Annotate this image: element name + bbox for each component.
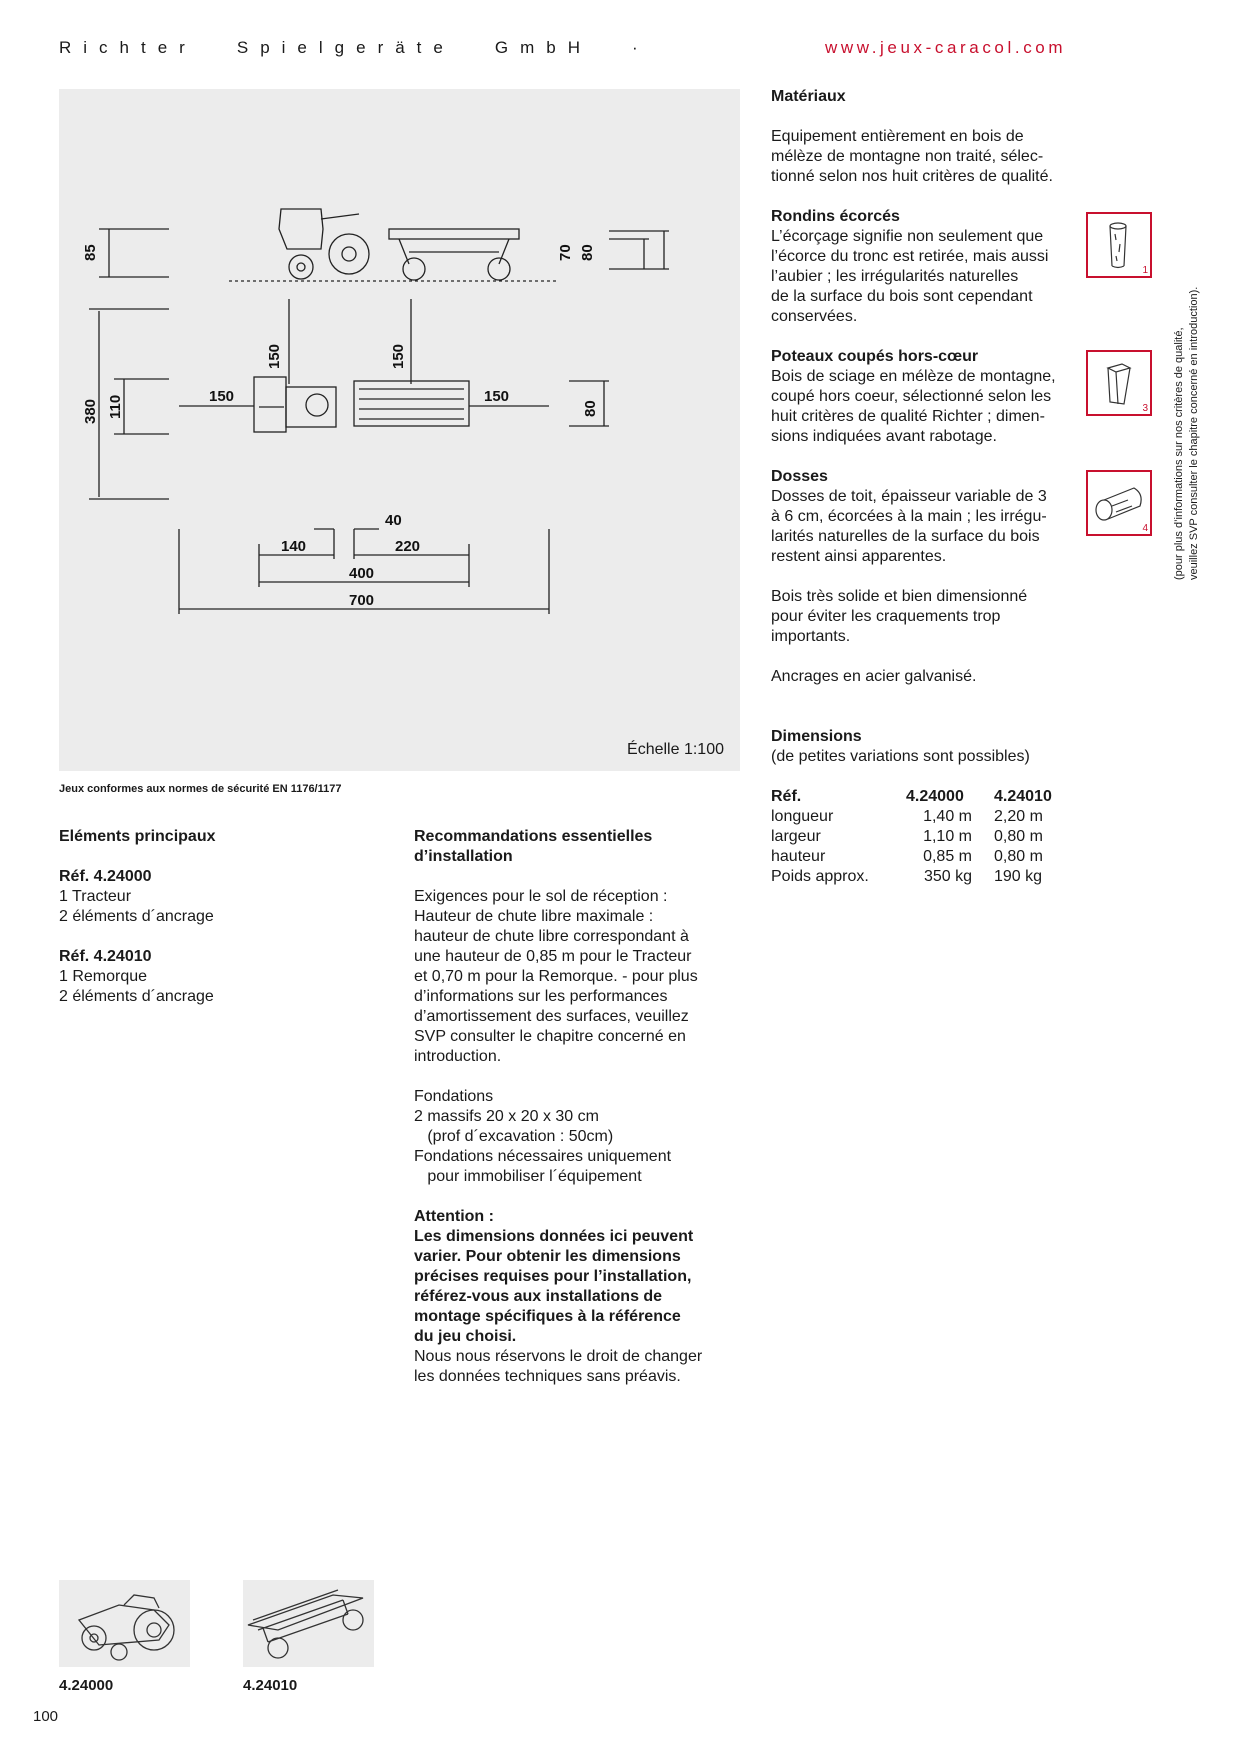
text-line: L’écorçage signifie non seulement que [771, 228, 1044, 245]
attention-line: Attention : [414, 1208, 494, 1225]
table-header [771, 787, 1052, 807]
text-line: et 0,70 m pour la Remorque. - pour plus [414, 968, 698, 985]
table-row [771, 827, 1052, 847]
table-cell: longueur [771, 808, 834, 825]
technical-drawing [59, 89, 740, 771]
table-cell: 0,80 m [994, 828, 1043, 845]
text-line: pour éviter les craquements trop [771, 608, 1001, 625]
text-line: l’aubier ; les irrégularités naturelles [771, 268, 1019, 285]
quality-criteria-note [1172, 230, 1212, 580]
text-line: Fondations [414, 1088, 494, 1105]
subsection-title: Dosses [771, 468, 828, 485]
attention-line: montage spécifiques à la référence [414, 1308, 681, 1325]
list-item: 2 éléments d´ancrage [59, 908, 214, 925]
text-line: Nous nous réservons le droit de changer [414, 1348, 703, 1365]
attention-line: du jeu choisi. [414, 1328, 517, 1345]
dimensions-table [771, 787, 1052, 887]
website-link[interactable]: www.jeux-caracol.com [825, 38, 1067, 57]
trailer-icon [243, 1580, 374, 1667]
text-line: larités naturelles de la surface du bois [771, 528, 1040, 545]
text-line: 2 massifs 20 x 20 x 30 cm [414, 1108, 599, 1125]
product-label: 4.24010 [243, 1677, 298, 1694]
text-line: importants. [771, 628, 851, 645]
text-line: Exigences pour le sol de réception : [414, 888, 668, 905]
tractor-icon [59, 1580, 190, 1667]
ref-title: Réf. 4.24010 [59, 948, 152, 965]
subsection-title: Poteaux coupés hors-cœur [771, 348, 979, 365]
text-line: Bois de sciage en mélèze de montagne, [771, 368, 1056, 385]
attention-line: varier. Pour obtenir les dimensions [414, 1248, 681, 1265]
list-item: 1 Remorque [59, 968, 148, 985]
text-line: SVP consulter le chapitre concerné en [414, 1028, 686, 1045]
text-line: conservées. [771, 308, 858, 325]
text-line: Bois très solide et bien dimensionné [771, 588, 1028, 605]
dim-80: 80 [582, 400, 599, 417]
attention-line: précises requises pour l’installation, [414, 1268, 692, 1285]
table-cell: 190 kg [994, 868, 1043, 885]
text-line: d’amortissement des surfaces, veuillez [414, 1008, 689, 1025]
peeled-log-icon [1086, 212, 1152, 278]
dim-150: 150 [266, 343, 283, 369]
attention-line: Les dimensions données ici peuvent [414, 1228, 694, 1245]
text-line: de la surface du bois sont cependant [771, 288, 1033, 305]
cut-post-icon [1086, 350, 1152, 416]
company-word: Richter [59, 38, 197, 57]
table-row [771, 847, 1052, 867]
dim-150: 150 [484, 388, 510, 405]
text-line: coupé hors coeur, sélectionné selon les [771, 388, 1052, 405]
table-cell: 0,80 m [994, 848, 1043, 865]
text-line: Dosses de toit, épaisseur variable de 3 [771, 488, 1047, 505]
table-cell: hauteur [771, 848, 826, 865]
text-line: une hauteur de 0,85 m pour le Tracteur [414, 948, 692, 965]
text-line: pour immobiliser l´équipement [414, 1168, 642, 1185]
main-elements [59, 827, 379, 1007]
text-line: huit critères de qualité Richter ; dimen- [771, 408, 1045, 425]
section-title: Recommandations essentielles [414, 828, 653, 845]
dim-140: 140 [281, 538, 307, 555]
company-name [59, 38, 690, 58]
dim-110: 110 [107, 394, 124, 419]
text-line: tionné selon nos huit critères de qualité. [771, 168, 1053, 185]
attention-line: référez-vous aux installations de [414, 1288, 663, 1305]
text-line: Fondations nécessaires uniquement [414, 1148, 672, 1165]
product-label: 4.24000 [59, 1677, 114, 1694]
section-title: Eléments principaux [59, 828, 216, 845]
text-line: (pour plus d’informations sur nos critères de qualité, [1173, 327, 1185, 580]
installation-recommendations [414, 827, 744, 1387]
text-line: veuillez SVP consulter le chapitre concerné en introduction). [1188, 286, 1200, 580]
text-line: hauteur de chute libre correspondant à [414, 928, 689, 945]
table-cell: largeur [771, 828, 821, 845]
table-cell: 2,20 m [994, 808, 1043, 825]
dim-85: 85 [82, 244, 99, 261]
dim-80: 80 [579, 244, 596, 261]
ref-title: Réf. 4.24000 [59, 868, 152, 885]
icon-number: 1 [1142, 265, 1148, 276]
drawing-scale: Échelle 1:100 [627, 741, 724, 758]
company-word: Spielgeräte [236, 38, 455, 57]
dim-400: 400 [349, 565, 375, 582]
dim-150: 150 [209, 388, 235, 405]
table-header-cell: Réf. [771, 788, 802, 805]
section-title: d’installation [414, 848, 513, 865]
table-header-cell: 4.24000 [906, 788, 964, 805]
icon-number: 3 [1142, 403, 1148, 414]
dim-40: 40 [385, 512, 402, 529]
section-subtitle: (de petites variations sont possibles) [771, 748, 1030, 765]
materials [771, 87, 1091, 687]
section-title: Matériaux [771, 88, 846, 105]
table-cell: Poids approx. [771, 868, 869, 885]
table-row [771, 867, 1052, 887]
dim-220: 220 [395, 538, 421, 555]
list-item: 1 Tracteur [59, 888, 132, 905]
text-line: restent ainsi apparentes. [771, 548, 947, 565]
text-line: introduction. [414, 1048, 502, 1065]
separator-dot: · [632, 38, 650, 57]
text-line: Hauteur de chute libre maximale : [414, 908, 654, 925]
table-header-cell: 4.24010 [994, 788, 1052, 805]
table-cell: 1,10 m [923, 828, 972, 845]
text-line: à 6 cm, écorcées à la main ; les irrégu- [771, 508, 1047, 525]
text-line: les données techniques sans préavis. [414, 1368, 681, 1385]
table-row [771, 807, 1052, 827]
subsection-title: Rondins écorcés [771, 208, 900, 225]
text-line: sions indiquées avant rabotage. [771, 428, 997, 445]
icon-number: 4 [1142, 523, 1148, 534]
safety-norms: Jeux conformes aux normes de sécurité EN 1176/1177 [59, 783, 342, 795]
company-word: GmbH [494, 38, 592, 57]
dim-700: 700 [349, 592, 375, 609]
dim-380: 380 [82, 398, 99, 424]
text-line: Ancrages en acier galvanisé. [771, 668, 977, 685]
text-line: d’informations sur les performances [414, 988, 668, 1005]
page-number: 100 [33, 1708, 59, 1725]
text-line: mélèze de montagne non traité, sélec- [771, 148, 1044, 165]
text-line: Equipement entièrement en bois de [771, 128, 1024, 145]
list-item: 2 éléments d´ancrage [59, 988, 214, 1005]
table-cell: 350 kg [923, 868, 972, 885]
dim-150: 150 [390, 343, 407, 369]
dimensions [771, 727, 1091, 887]
section-title: Dimensions [771, 728, 862, 745]
text-line: l’écorce du tronc est retirée, mais aussi [771, 248, 1049, 265]
dim-70: 70 [557, 244, 574, 261]
table-cell: 1,40 m [923, 808, 972, 825]
table-cell: 0,85 m [923, 848, 972, 865]
text-line: (prof d´excavation : 50cm) [414, 1128, 614, 1145]
slab-icon [1086, 470, 1152, 536]
